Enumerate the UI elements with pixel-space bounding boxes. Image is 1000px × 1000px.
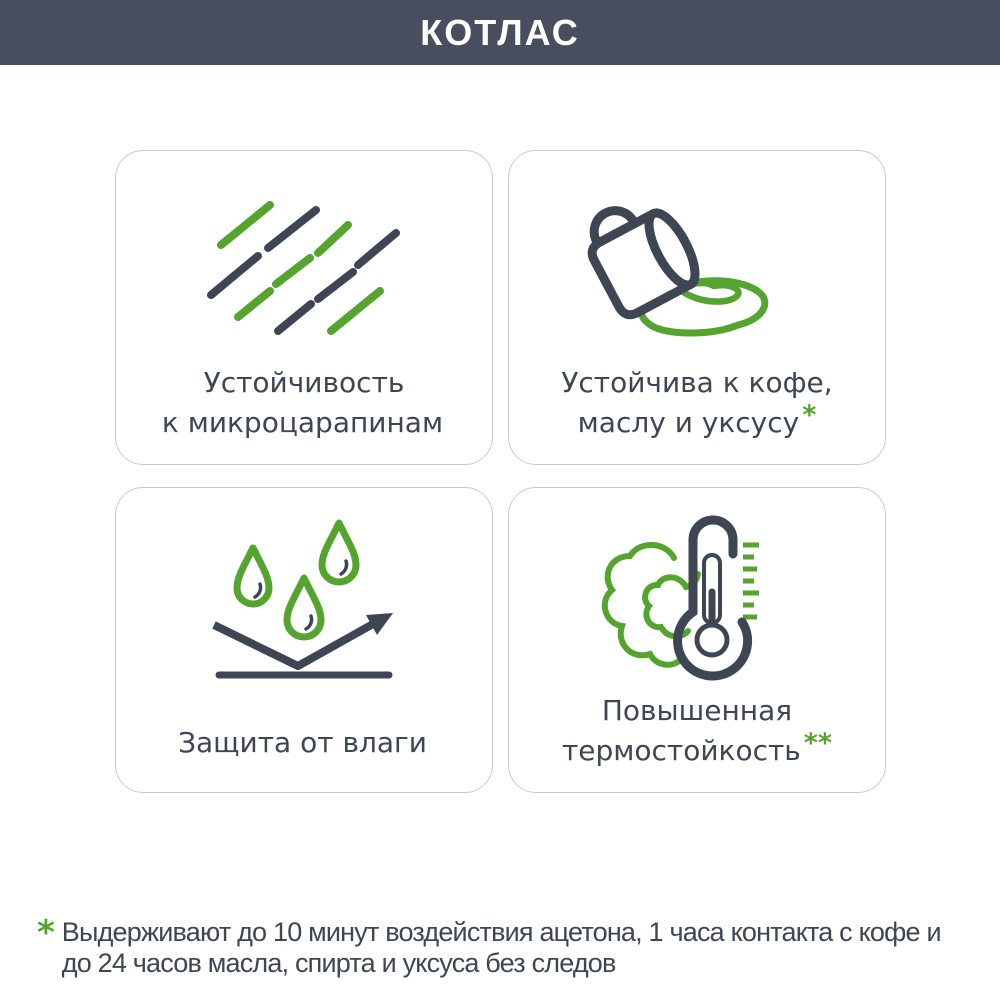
feature-card-scratch-resistance <box>115 150 493 465</box>
thermometer-steam-icon <box>509 512 885 692</box>
footnote <box>37 913 941 979</box>
feature-card-stain-resistance <box>508 150 886 465</box>
footnote-marker: * <box>802 400 817 431</box>
footnote-text <box>62 917 941 979</box>
card-label-line: к микроцарапинам <box>161 406 444 439</box>
card-label <box>509 363 885 444</box>
card-label-line: Устойчивость <box>203 366 405 399</box>
card-label <box>116 363 492 444</box>
card-label-line: Повышенная <box>601 694 793 727</box>
footnote-line: Выдерживают до 10 минут воздействия ацетона, 1 часа контакта с кофе и <box>61 917 941 947</box>
footnote-asterisk-icon: * <box>37 913 55 953</box>
footnote-marker: ** <box>803 728 833 759</box>
spilled-cup-icon <box>509 189 885 344</box>
card-label-line: Защита от влаги <box>178 726 427 759</box>
card-label-line: термостойкость ** <box>561 728 833 767</box>
feature-card-moisture-protection <box>115 487 493 793</box>
water-drops-icon <box>116 518 492 683</box>
card-label-line: Устойчива к кофе, <box>561 366 833 399</box>
card-label <box>116 723 492 764</box>
card-label-line: маслу и уксусу * <box>577 400 817 439</box>
footnote-line: до 24 часов масла, спирта и уксуса без следов <box>61 948 616 978</box>
card-label <box>509 691 885 772</box>
page-title: КОТЛАС <box>420 11 580 53</box>
feature-card-heat-resistance <box>508 487 886 793</box>
scratches-icon <box>116 199 492 339</box>
brand-header <box>0 0 1000 65</box>
